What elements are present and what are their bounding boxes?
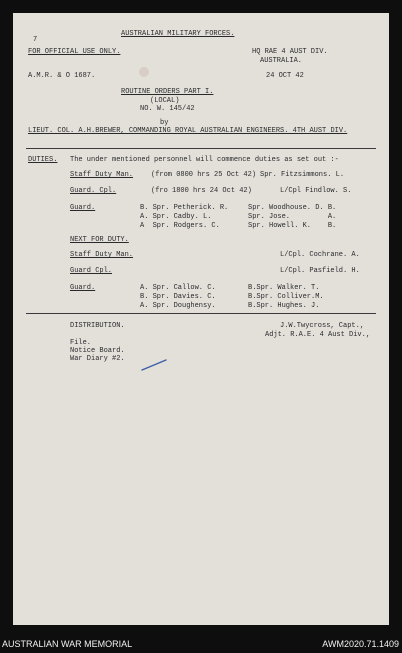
distribution-item: Notice Board. <box>70 347 125 355</box>
pen-mark-icon <box>141 358 167 372</box>
guard-cpl-label: Guard. Cpl. <box>70 187 117 195</box>
signature: J.W.Twycross, Capt., <box>280 322 365 330</box>
commander-line: LIEUT. COL. A.H.BREWER, COMMANDING ROYAL AUSTRALIAN ENGINEERS. 4TH AUST DIV. <box>28 127 348 135</box>
distribution-heading: DISTRIBUTION. <box>70 322 125 330</box>
next-staff-duty-name: L/Cpl. Cochrane. A. <box>280 251 360 259</box>
guard-left-row: A. Spr. Cadby. L. <box>140 213 212 221</box>
hq-line-1: HQ RAE 4 AUST DIV. <box>252 48 328 56</box>
staff-duty-label: Staff Duty Man. <box>70 171 134 179</box>
guard-right-row: Spr. Jose. A. <box>248 213 337 221</box>
next-staff-duty-label: Staff Duty Man. <box>70 251 134 259</box>
guard-right-row: Spr. Woodhouse. D. B. <box>248 204 337 212</box>
distribution-item: File. <box>70 339 92 347</box>
divider-top <box>26 148 376 149</box>
next-guard-right-row: B.Spr. Walker. T. <box>248 284 320 292</box>
footer-accession: AWM2020.71.1409 <box>322 639 399 649</box>
hq-line-2: AUSTRALIA. <box>260 57 303 65</box>
guard-cpl-time: (fro 1800 hrs 24 Oct 42) <box>151 187 252 195</box>
signature-title: Adjt. R.A.E. 4 Aust Div., <box>265 331 371 339</box>
next-guard-left-row: B. Spr. Davies. C. <box>140 293 216 301</box>
margin-mark: 7 <box>33 36 38 44</box>
order-number: NO. W. 145/42 <box>140 105 195 113</box>
guard-label: Guard. <box>70 204 96 212</box>
divider-bottom <box>26 313 376 314</box>
next-guard-left-row: A. Spr. Callow. C. <box>140 284 216 292</box>
classification: FOR OFFICIAL USE ONLY. <box>28 48 121 56</box>
document-date: 24 OCT 42 <box>266 72 304 80</box>
guard-left-row: B. Spr. Petherick. R. <box>140 204 229 212</box>
next-guard-left-row: A. Spr. Doughensy. <box>140 302 216 310</box>
duties-intro: The under mentioned personnel will commence duties as set out :- <box>70 156 339 164</box>
guard-right-row: Spr. Howell. K. B. <box>248 222 337 230</box>
duties-heading: DUTIES. <box>28 156 58 164</box>
distribution-item: War Diary #2. <box>70 355 125 363</box>
next-for-duty-heading: NEXT FOR DUTY. <box>70 236 129 244</box>
next-guard-right-row: B.Spr. Hughes. J. <box>248 302 320 310</box>
reference: A.M.R. & O 1687. <box>28 72 96 80</box>
guard-cpl-name: L/Cpl Findlow. S. <box>280 187 352 195</box>
next-guard-label: Guard. <box>70 284 96 292</box>
guard-left-row: A Spr. Rodgers. C. <box>140 222 220 230</box>
footer-institution: AUSTRALIAN WAR MEMORIAL <box>2 639 133 649</box>
document-title: ROUTINE ORDERS PART I. <box>121 88 214 96</box>
next-guard-cpl-name: L/Cpl. Pasfield. H. <box>280 267 360 275</box>
next-guard-cpl-label: Guard Cpl. <box>70 267 113 275</box>
document-page <box>13 13 389 625</box>
stamp-mark <box>139 67 149 77</box>
next-guard-right-row: B.Spr. Colliver.M. <box>248 293 324 301</box>
staff-duty-time: (from 0800 hrs 25 Oct 42) <box>151 171 257 179</box>
staff-duty-name: Spr. Fitzsimmons. L. <box>260 171 345 179</box>
document-subtitle: (LOCAL) <box>150 97 180 105</box>
by-line: by <box>160 119 169 127</box>
document-header: AUSTRALIAN MILITARY FORCES. <box>121 30 235 38</box>
